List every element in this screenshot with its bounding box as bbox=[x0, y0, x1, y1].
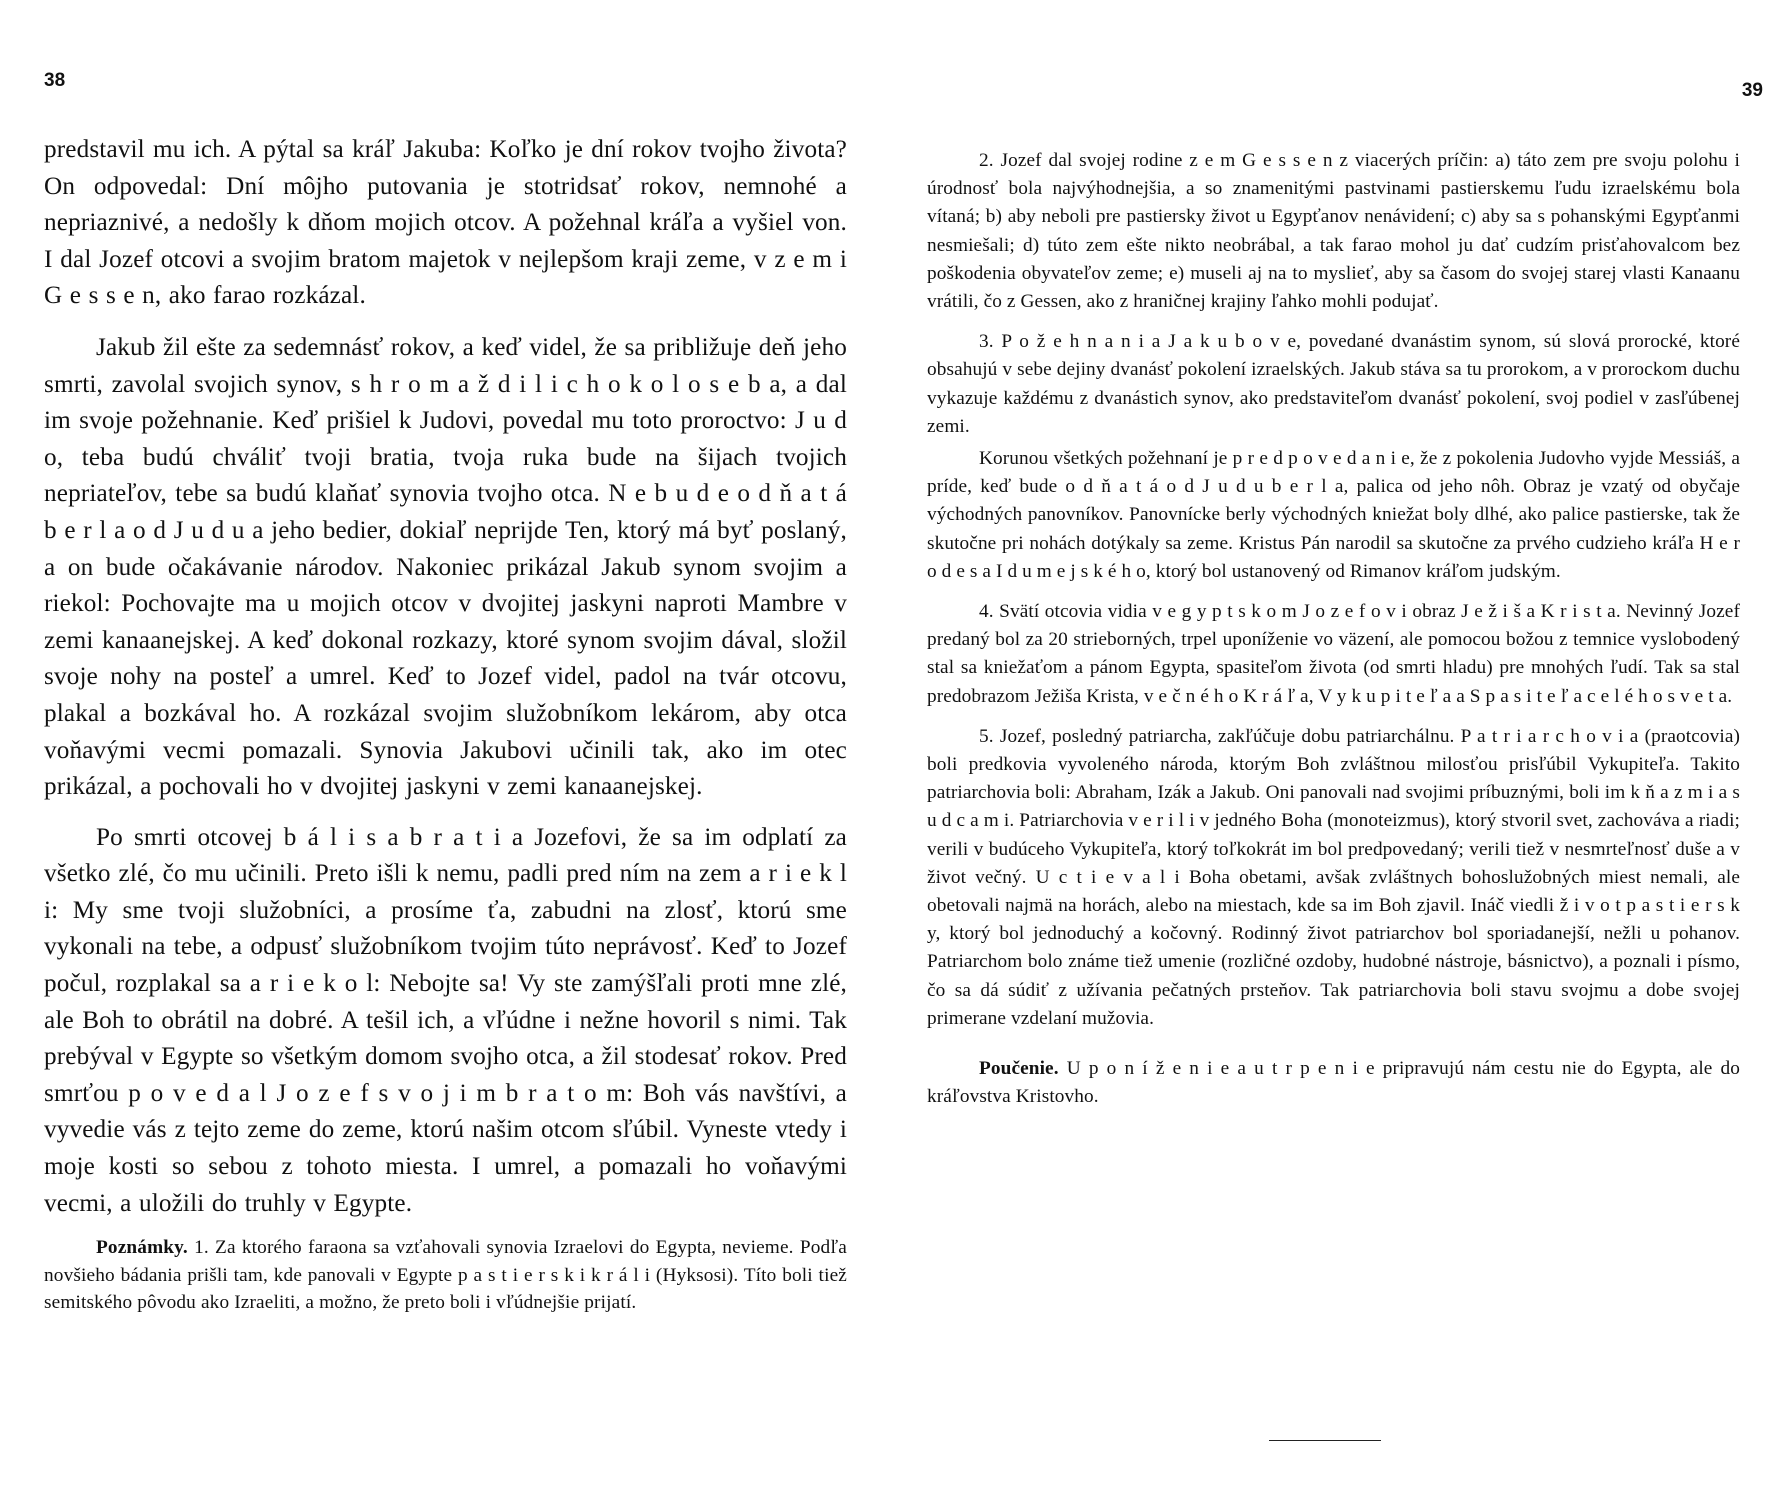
note-3-blessings: 3. P o ž e h n a n i a J a k u b o v e, povedané dvanástim synom, sú slová prorocké, ktoré obsahujú v sebe dejiny dvanásť pokolení izraelských. Jakub stáva sa tu prorokom, a v prorockom duchu vykazuje každému z dvanástich synov, ako predstaviteľom dvanásť pokolení, svoj podiel v zasľúbenej zemi. bbox=[927, 331, 1740, 437]
lesson-paragraph bbox=[927, 1055, 1740, 1111]
note-5-patriarchs: 5. Jozef, posledný patriarcha, zakľúčuje dobu patriarchálnu. P a t r i a r c h o v i a (praotcovia) boli predkovia vyvoleného národa, ktorým Boh zvláštnou milosťou prisľúbil Vykupiteľa. Takito patriarchovia boli: Abraham, Izák a Jakub. Oni panovali nad svojimi príbuznými, boli im k ň a z m i a s u d c a m i. Patriarchovia v e r i l i v jedného Boha (monoteizmus), ktorý stvoril svet, zachováva a riadi; verili v budúceho Vykupiteľa, ktorý toľkokrát im bol predpovedaný; verili tiež v nesmrteľnosť duše a v život večný. U c t i e v a l i Boha obetami, avšak zvláštnych bohoslužobných miest nemali, ale obetovali najmä na horách, alebo na miestach, kde sa im Boh zjavil. Ináč viedli ž i v o t p a s t i e r s k y, ktorý bol jednoduchý a kočovný. Rodinný život patriarchov bol sporiadanejší, nežli u pohanov. Patriarchom bolo známe tiež umenie (rozličné ozdoby, hudobné nástroje, básnictvo), a poznali i písmo, čo sa dá súdiť z užívania pečatných prsteňov. Tak patriarchovia boli stavu svojmu a dobe svojej primerane vzdelaní mužovia. bbox=[927, 725, 1740, 1029]
note-2-gessen: 2. Jozef dal svojej rodine z e m G e s s e n z viacerých príčin: a) táto zem pre svoju polohu i úrodnosť bola najvýhodnejšia, a so znamenitými pastvinami pastierskemu ľudu izraelskému bola vítaná; b) aby neboli pre pastiersky život u Egypťanov nenávidení; c) aby sa s pohanskými Egypťanmi nesmiešali; d) túto zem ešte nikto neobrábal, a tak farao mohol ju dať cudzím prisťahovalcom bez poškodenia obyvateľov zeme; e) museli aj na to myslieť, aby sa časom do svojej starej vlasti Kanaanu vrátili, čo z Gessen, ako z hraničnej krajiny ľahko mohli podujať. bbox=[927, 150, 1740, 313]
notes-label: Poznámky. bbox=[96, 1237, 188, 1259]
lesson-label: Poučenie. bbox=[979, 1058, 1059, 1080]
left-text-column bbox=[44, 132, 847, 1316]
paragraph-jacob-before-pharaoh: predstavil mu ich. A pýtal sa kráľ Jakuba: Koľko je dní rokov tvojho života? On odpovedal: Dní môjho putovania je stotridsať rokov, nemnohé a nepriaznivé, a nedošly k dňom mojich otcov. A požehnal kráľa a vyšiel von. I dal Jozef otcovi a svojim bratom majetok v nejlepšom kraji zeme, v z e m i G e s s e n, ako farao rozkázal. bbox=[44, 136, 847, 310]
note-4-fathers: 4. Svätí otcovia vidia v e g y p t s k o m J o z e f o v i obraz J e ž i š a K r i s t a. Nevinný Jozef predaný bol za 20 strieborných, trpel uponíženie vo väzení, ale pomocou božou z temnice vyslobodený stal sa kniežaťom a pánom Egypta, spasiteľom života (od smrti hladu) pre mnohých ľudí. Tak sa stal predobrazom Ježiša Krista, v e č n é h o K r á ľ a, V y k u p i t e ľ a a S p a s i t e ľ a c e l é h o s v e t a. bbox=[927, 601, 1740, 707]
paragraph-jacob-blessing: Jakub žil ešte za sedemnásť rokov, a keď videl, že sa približuje deň jeho smrti, zavolal svojich synov, s h r o m a ž d i l i c h o k o l o s e b a, a dal im svoje požehnanie. Keď prišiel k Judovi, povedal mu toto proroctvo: J u d o, teba budú chváliť tvoji bratia, tvoja ruka bude na šijach tvojich nepriateľov, tebe sa budú klaňať synovia tvojho otca. N e b u d e o d ň a t á b e r l a o d J u d u a jeho bedier, dokiaľ neprijde Ten, ktorý má byť poslaný, a on bude očakávanie národov. Nakoniec prikázal Jakub synom svojim a riekol: Pochovajte ma u mojich otcov v dvojitej jaskyni naproti Mambre v zemi kanaanejskej. A keď dokonal rozkazy, ktoré synom svojim dával, složil svoje nohy na posteľ a umrel. Keď to Jozef videl, padol na tvár otcovu, plakal a bozkával ho. A rozkázal svojim služobníkom lekárom, aby otca voňavými vecmi pomazali. Synovia Jakubovi učinili tak, ako im otec prikázal, a pochovali ho v dvojitej jaskyni v zemi kanaanejskej. bbox=[44, 333, 847, 801]
page-number-right: 39 bbox=[1741, 80, 1763, 101]
right-text-column bbox=[927, 147, 1740, 1112]
lesson-text: U p o n í ž e n i e a u t r p e n i e pripravujú nám cestu nie do Egypta, ale do kráľovstva Kristovho. bbox=[927, 1058, 1741, 1108]
page-number-left: 38 bbox=[44, 70, 66, 91]
closing-rule bbox=[1269, 1440, 1381, 1441]
paragraph-brothers-fear: Po smrti otcovej b á l i s a b r a t i a Jozefovi, že sa im odplatí za všetko zlé, čo mu učinili. Preto išli k nemu, padli pred ním na zem a r i e k l i: My sme tvoji služobníci, a prosíme ťa, zabudni na zlosť, ktorú sme vykonali na tebe, a odpusť služobníkom tvojim túto neprávosť. Keď to Jozef počul, rozplakal sa a r i e k o l: Nebojte sa! Vy ste zamýšľali proti mne zlé, ale Boh to obrátil na dobré. A tešil ich, a vľúdne i nežne hovoril s nimi. Tak prebýval v Egypte so všetkým domom svojho otca, a žil stodesať rokov. Pred smrťou p o v e d a l J o z e f s v o j i m b r a t o m: Boh vás navštívi, a vyvedie vás z tejto zeme do zeme, ktorú našim otcom sľúbil. Vyneste vtedy i moje kosti so sebou z tohoto miesta. I umrel, a pomazali ho voňavými vecmi, a uložili do truhly v Egypte. bbox=[44, 823, 847, 1217]
notes-paragraph bbox=[44, 1234, 847, 1316]
right-page bbox=[889, 0, 1778, 1500]
note-3-crown-prophecy: Korunou všetkých požehnaní je p r e d p o v e d a n i e, že z pokolenia Judovho vyjde Messiáš, a príde, keď bude o d ň a t á o d J u d u b e r l a, palica od jeho nôh. Obraz je vzatý od obyčaje východných panovníkov. Panovnícke berly východných kniežat boly dlhé, ako palice pastierske, tak že skutočne pri nohách dotýkaly sa zeme. Kristus Pán narodil sa skutočne za prvého cudzieho kráľa H e r o d e s a I d u m e j s k é h o, ktorý bol ustanovený od Rimanov kráľom judským. bbox=[927, 448, 1740, 582]
notes-text: 1. Za ktorého faraona sa vzťahovali synovia Izraelovi do Egypta, nevieme. Podľa novšieho bádania prišli tam, kde panovali v Egypte p a s t i e r s k i k r á l i (Hyksosi). Títo boli tiež semitského pôvodu ako Izraeliti, a možno, že preto boli i vľúdnejšie prijatí. bbox=[44, 1237, 847, 1314]
